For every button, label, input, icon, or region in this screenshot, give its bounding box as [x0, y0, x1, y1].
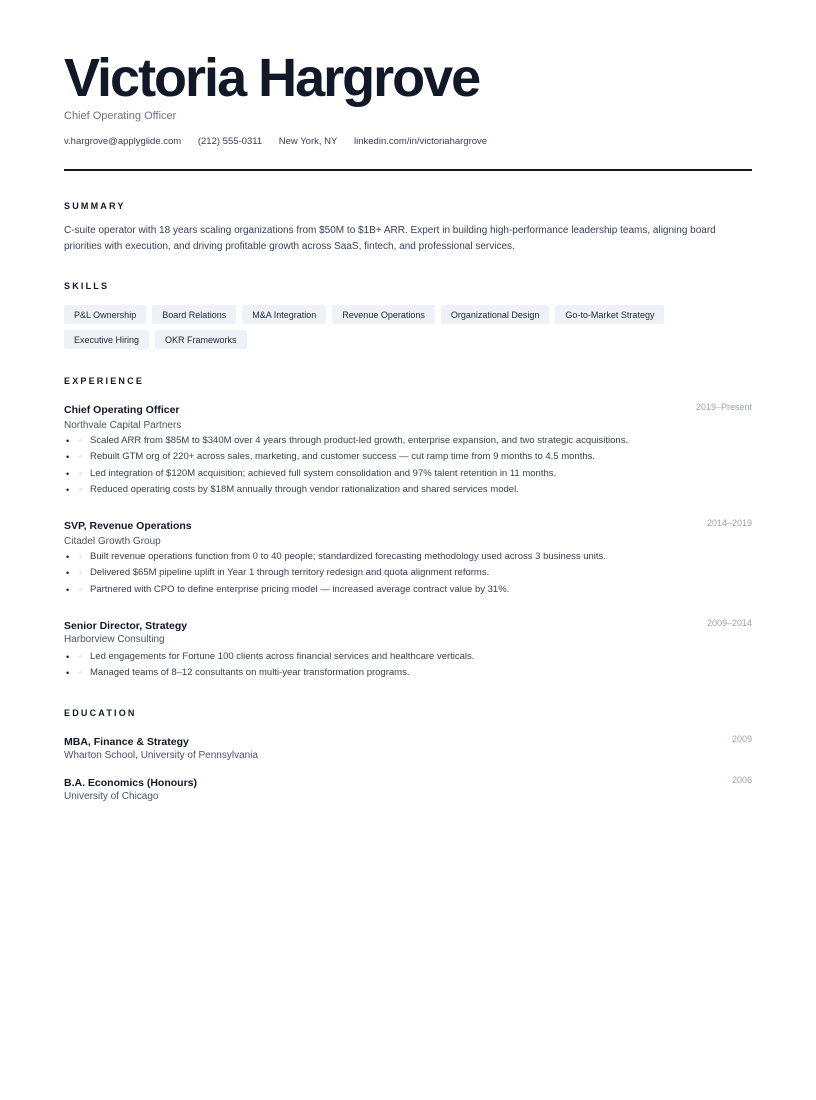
education-entry [64, 773, 752, 803]
skills-heading: SKILLS [64, 281, 110, 291]
skill-chip: Executive Hiring [64, 330, 149, 349]
job-header [64, 616, 752, 630]
job-header [64, 516, 752, 530]
job-bullet: • Reduced operating costs by $18M annually through vendor rationalization and shared services model. ◦ [64, 482, 752, 498]
header-divider [64, 169, 752, 171]
candidate-name: Victoria Hargrove [64, 48, 480, 108]
job-title: Chief Operating Officer [64, 404, 180, 416]
job-entry [64, 516, 752, 598]
job-bullet: • Built revenue operations function from 0 to 40 people; standardized forecasting methodology used across 3 business units. ◦ [64, 549, 752, 565]
skills-list [64, 305, 752, 349]
job-bullet: • Rebuilt GTM org of 220+ across sales, marketing, and customer success — cut ramp time from 9 months to 4.5 months. ◦ [64, 449, 752, 465]
job-dates: 2014–2019 [706, 518, 752, 528]
job-bullet: • Delivered $65M pipeline uplift in Year 1 through territory redesign and quota alignment reforms. ◦ [64, 565, 752, 581]
job-title: Senior Director, Strategy [64, 620, 188, 632]
contact-linkedin[interactable]: linkedin.com/in/victoriahargrove [354, 136, 488, 147]
job-bullet: • Scaled ARR from $85M to $340M over 4 years through product-led growth, enterprise expansion, and two strategic acquisitions. ◦ [64, 433, 752, 449]
education-year: 2009 [731, 734, 752, 744]
job-bullets [64, 649, 752, 682]
skill-chip: P&L Ownership [64, 305, 146, 324]
education-degree: MBA, Finance & Strategy [64, 736, 189, 748]
experience-heading: EXPERIENCE [64, 376, 145, 386]
job-bullet: • Led engagements for Fortune 100 clients across financial services and healthcare verticals. ◦ [64, 649, 752, 665]
job-bullets [64, 549, 752, 598]
job-bullets [64, 433, 752, 499]
education-year: 2006 [731, 775, 752, 785]
job-bullet: • Led integration of $120M acquisition; achieved full system consolidation and 97% talent retention in 11 months. ◦ [64, 466, 752, 482]
job-bullet: • Partnered with CPO to define enterprise pricing model — increased average contract value by 31%. ◦ [64, 582, 752, 598]
job-dates: 2019–Present [695, 402, 752, 412]
skill-chip: M&A Integration [242, 305, 326, 324]
job-dates: 2009–2014 [706, 618, 752, 628]
job-entry [64, 400, 752, 499]
education-degree: B.A. Economics (Honours) [64, 777, 198, 789]
summary-text: C-suite operator with 18 years scaling organizations from $50M to $1B+ ARR. Expert in building high-performance leadership teams, aligning board priorities with execution, and driving profitable growth across SaaS, fintech, and professional services. [64, 225, 716, 252]
job-company: Citadel Growth Group [64, 536, 161, 547]
skill-chip: OKR Frameworks [155, 330, 247, 349]
skill-chip: Board Relations [152, 305, 236, 324]
contact-line [64, 135, 501, 148]
candidate-title: Chief Operating Officer [64, 110, 177, 122]
skill-chip: Go-to-Market Strategy [555, 305, 664, 324]
job-company: Northvale Capital Partners [64, 420, 182, 431]
contact-email[interactable]: v.hargrove@applyglide.com [64, 136, 182, 147]
skill-chip: Organizational Design [441, 305, 550, 324]
job-header [64, 400, 752, 414]
job-company: Harborview Consulting [64, 634, 165, 645]
education-school: Wharton School, University of Pennsylvania [64, 750, 258, 761]
education-header [64, 773, 752, 787]
education-entry [64, 732, 752, 762]
education-school: University of Chicago [64, 791, 159, 802]
contact-location: New York, NY [278, 136, 338, 147]
education-heading: EDUCATION [64, 708, 137, 718]
job-bullet: • Managed teams of 8–12 consultants on multi-year transformation programs. ◦ [64, 665, 752, 681]
education-header [64, 732, 752, 746]
skill-chip: Revenue Operations [332, 305, 435, 324]
summary-heading: SUMMARY [64, 201, 126, 211]
job-entry [64, 616, 752, 682]
job-title: SVP, Revenue Operations [64, 520, 192, 532]
contact-phone: (212) 555-0311 [197, 136, 263, 147]
